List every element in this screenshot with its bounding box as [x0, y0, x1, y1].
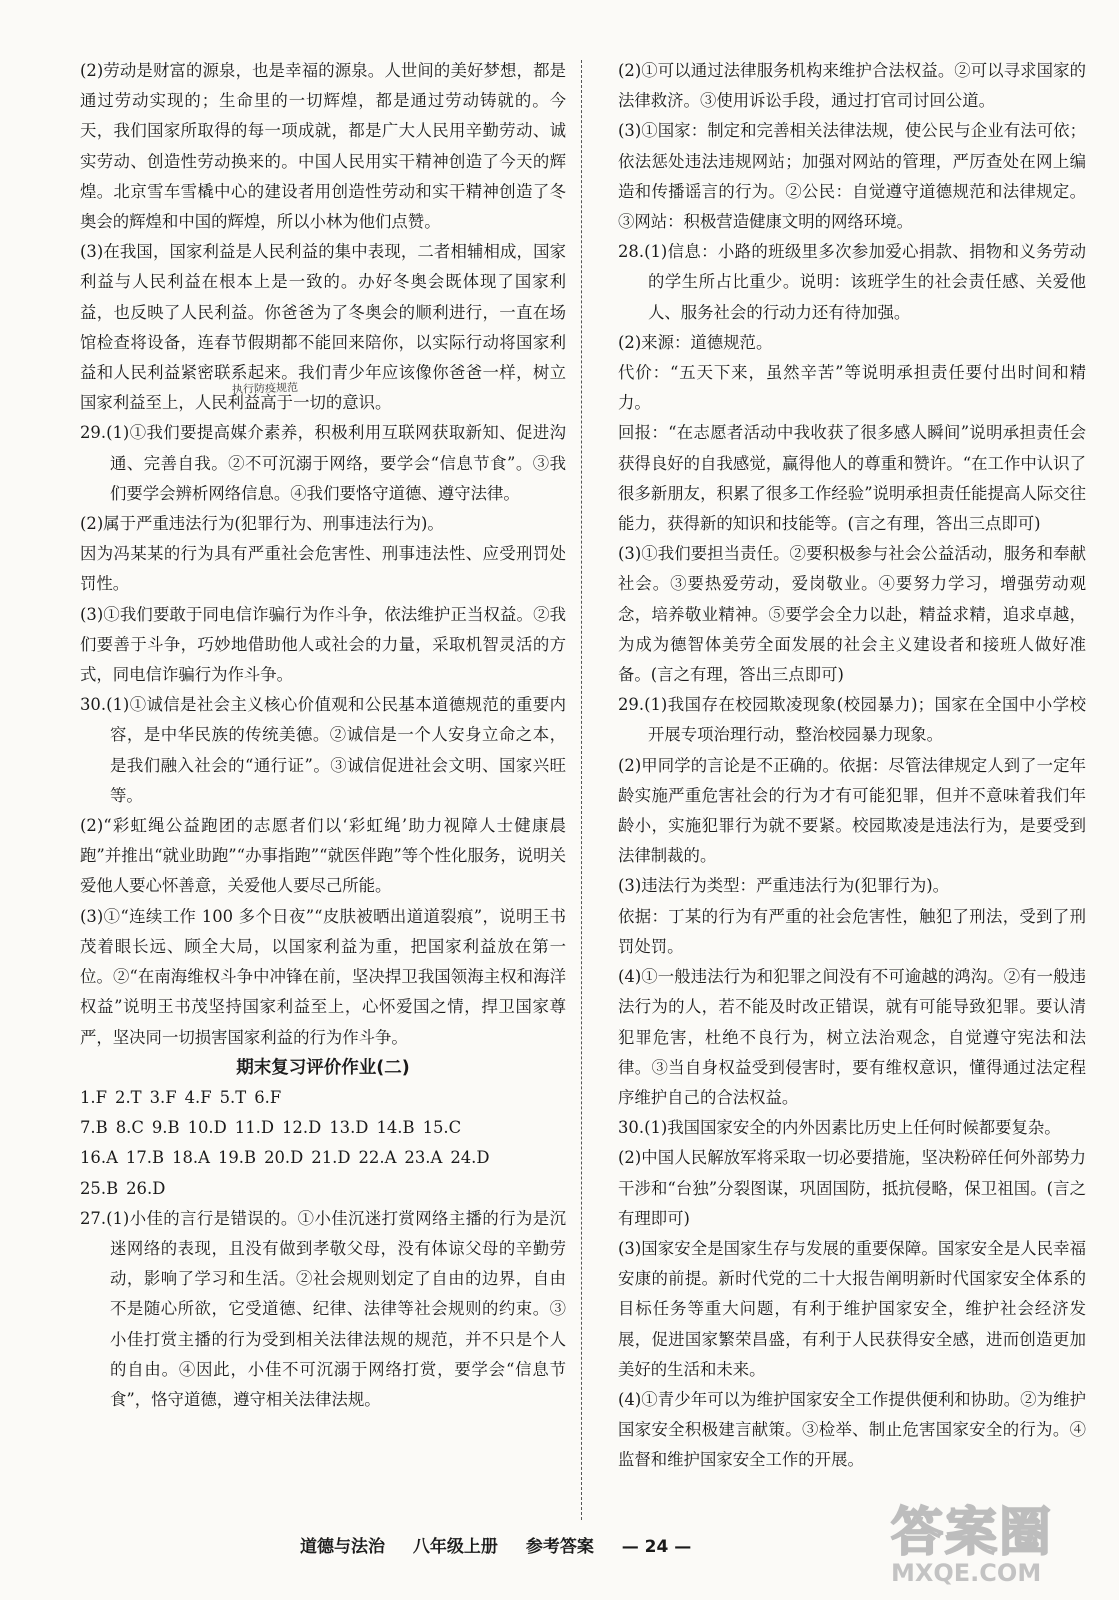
answer-paragraph: (3)违法行为类型：严重违法行为(犯罪行为)。	[618, 876, 950, 896]
choice-answer: 11.D	[234, 1118, 274, 1138]
footer-grade: 八年级上册	[412, 1537, 498, 1557]
watermark-logo	[891, 1490, 1091, 1590]
question-answer: 29.(1)①我们要提高媒介素养，积极利用互联网获取新知、促进沟通、完善自我。②不可沉溺于网络，要学会“信息节食”。③我们要学会辨析网络信息。④我们要恪守道德、遵守法律。	[80, 423, 566, 503]
choice-answer: 19.B	[217, 1148, 257, 1168]
question-answer: 27.(1)小佳的言行是错误的。①小佳沉迷打赏网络主播的行为是沉迷网络的表现，且没有做到孝敬父母，没有体谅父母的辛勤劳动，影响了学习和生活。②社会规则划定了自由的边界，自由不是随心所欲，它受道德、纪律、法律等社会规则的约束。③小佳打赏主播的行为受到相关法律法规的规范，并不只是个人的自由。④因此，小佳不可沉溺于网络打赏，要学会“信息节食”，恪守道德，遵守相关法律法规。	[80, 1208, 566, 1409]
choice-answer-row	[80, 1174, 566, 1204]
footer-subject: 道德与法治	[300, 1537, 385, 1557]
footer-label: 参考答案	[525, 1537, 594, 1557]
choice-answer: 7.B	[80, 1118, 108, 1138]
answer-paragraph: (3)①我们要敢于同电信诈骗行为作斗争，依法维护正当权益。②我们要善于斗争，巧妙地借助他人或社会的力量，采取机智灵活的方式，同电信诈骗行为作斗争。	[80, 604, 566, 685]
choice-answer: 10.D	[187, 1118, 227, 1138]
question-answer: 28.(1)信息：小路的班级里多次参加爱心捐款、捐物和义务劳动的学生所占比重少。说明：该班学生的社会责任感、关爱他人、服务社会的行动力还有待加强。	[618, 242, 1086, 322]
choice-answer: 20.D	[264, 1148, 304, 1168]
question-answer: 30.(1)①诚信是社会主义核心价值观和公民基本道德规范的重要内容，是中华民族的传统美德。②诚信是一个人安身立命之本，是我们融入社会的“通行证”。③诚信促进社会文明、国家兴旺等。	[80, 695, 566, 805]
answer-paragraph: 因为冯某某的行为具有严重社会危害性、刑事违法性、应受刑罚处罚性。	[80, 544, 566, 594]
answer-paragraph: (3)国家安全是国家生存与发展的重要保障。国家安全是人民幸福安康的前提。新时代党的二十大报告阐明新时代国家安全体系的目标任务等重大问题，有利于维护国家安全，维护社会经济发展，促进国家繁荣昌盛，有利于人民获得安全感，进而创造更加美好的生活和未来。	[618, 1238, 1086, 1379]
choice-answer: 14.B	[376, 1118, 415, 1138]
answer-paragraph: (3)①国家：制定和完善相关法律法规，使公民与企业有法可依；依法惩处违法违规网站；加强对网站的管理，严厉查处在网上编造和传播谣言的行为。②公民：自觉遵守道德规范和法律规定。③网站：积极营造健康文明的网络环境。	[618, 121, 1086, 232]
choice-answer: 12.D	[282, 1118, 322, 1138]
choice-answer: 8.C	[115, 1118, 144, 1138]
watermark-text: 答案圈	[891, 1503, 1054, 1563]
answer-paragraph: (3)①“连续工作 100 多个日夜”“皮肤被晒出道道裂痕”，说明王书茂着眼长远、顾全大局，以国家利益为重，把国家利益放在第一位。②“在南海维权斗争中冲锋在前，坚决捍卫我国领海主权和海洋权益”说明王书茂坚持国家利益至上，心怀爱国之情，捍卫国家尊严，坚决同一切损害国家利益的行为作斗争。	[80, 906, 566, 1047]
choice-answer: 23.A	[404, 1148, 443, 1168]
answer-paragraph: (2)中国人民解放军将采取一切必要措施，坚决粉碎任何外部势力干涉和“台独”分裂图谋，巩固国防，抵抗侵略，保卫祖国。(言之有理即可)	[618, 1148, 1086, 1228]
choice-answer-row	[80, 1083, 566, 1113]
left-column	[80, 56, 566, 1415]
choice-answer: 3.F	[149, 1087, 177, 1107]
page-footer	[300, 1532, 940, 1557]
choice-answer: 17.B	[125, 1148, 165, 1168]
choice-answer: 18.A	[172, 1148, 210, 1168]
question-answer: 29.(1)我国存在校园欺凌现象(校园暴力)；国家在全国中小学校开展专项治理行动，整治校园暴力现象。	[618, 695, 1086, 745]
choice-answer-row	[80, 1143, 566, 1173]
answer-paragraph: (4)①青少年可以为维护国家安全工作提供便利和协助。②为维护国家安全积极建言献策。③检举、制止危害国家安全的行为。④监督和维护国家安全工作的开展。	[618, 1389, 1086, 1470]
answer-paragraph: (2)“彩虹绳公益跑团的志愿者们以‘彩虹绳’助力视障人士健康晨跑”并推出“就业助跑”“办事指跑”“就医伴跑”等个性化服务，说明关爱他人要心怀善意，关爱他人要尽己所能。	[80, 816, 566, 896]
answer-paragraph: (3)在我国，国家利益是人民利益的集中表现，二者相辅相成，国家利益与人民利益在根本上是一致的。办好冬奥会既体现了国家利益，也反映了人民利益。你爸爸为了冬奥会的顺利进行，一直在场馆检查将设备，连春节假期都不能回来陪你，以实际行动将国家利益和人民利益紧密联系起来。我们青少年应该像你爸爸一样，树立国家利益至上，人民利益高于一切的意识。	[80, 242, 566, 413]
footer-page-number: — 24 —	[621, 1537, 692, 1557]
choice-answer-row	[80, 1113, 566, 1143]
answer-paragraph: (2)劳动是财富的源泉，也是幸福的源泉。人世间的美好梦想，都是通过劳动实现的；生命里的一切辉煌，都是通过劳动铸就的。今天，我们国家所取得的每一项成就，都是广大人民用辛勤劳动、诚实劳动、创造性劳动换来的。中国人民用实干精神创造了今天的辉煌。北京雪车雪橇中心的建设者用创造性劳动和实干精神创造了冬奥会的辉煌和中国的辉煌，所以小林为他们点赞。	[80, 61, 566, 232]
answer-paragraph: (2)属于严重违法行为(犯罪行为、刑事违法行为)。	[80, 514, 444, 534]
answer-paragraph: (4)①一般违法行为和犯罪之间没有不可逾越的鸿沟。②有一般违法行为的人，若不能及时改正错误，就有可能导致犯罪。要认清犯罪危害，杜绝不良行为，树立法治观念，自觉遵守宪法和法律。③当自身权益受到侵害时，要有维权意识，懂得通过法定程序维护自己的合法权益。	[618, 967, 1086, 1107]
answer-paragraph: 代价：“五天下来，虽然辛苦”等说明承担责任要付出时间和精力。	[618, 363, 1086, 413]
question-answer: 30.(1)我国国家安全的内外因素比历史上任何时候都要复杂。	[618, 1118, 1061, 1138]
answer-paragraph: (3)①我们要担当责任。②要积极参与社会公益活动，服务和奉献社会。③要热爱劳动，爱岗敬业。④要努力学习，增强劳动观念，培养敬业精神。⑤要学会全力以赴，精益求精，追求卓越，为成为德智体美劳全面发展的社会主义建设者和接班人做好准备。(言之有理，答出三点即可)	[618, 544, 1086, 685]
choice-answer: 9.B	[151, 1118, 180, 1138]
choice-answer: 13.D	[329, 1118, 369, 1138]
choice-answer: 24.D	[450, 1148, 490, 1168]
choice-answer: 15.C	[422, 1118, 462, 1138]
choice-answer: 1.F	[80, 1087, 108, 1107]
column-divider	[581, 60, 582, 1520]
choice-answer: 21.D	[311, 1148, 351, 1168]
right-column	[618, 56, 1086, 1476]
choice-answer: 5.T	[219, 1087, 247, 1107]
choice-answer: 16.A	[80, 1148, 118, 1168]
choice-answer: 2.T	[115, 1087, 142, 1107]
handwritten-note: 执行防疫规范	[231, 380, 299, 397]
choice-answer: 25.B	[80, 1178, 119, 1198]
answer-paragraph: (2)①可以通过法律服务机构来维护合法权益。②可以寻求国家的法律救济。③使用诉讼手段，通过打官司讨回公道。	[618, 61, 1086, 111]
answer-paragraph: 回报：“在志愿者活动中我收获了很多感人瞬间”说明承担责任会获得良好的自我感觉，赢得他人的尊重和赞许。“在工作中认识了很多新朋友，积累了很多工作经验”说明承担责任能提高人际交往能力，获得新的知识和技能等。(言之有理，答出三点即可)	[618, 423, 1086, 534]
answer-paragraph: 依据：丁某的行为有严重的社会危害性，触犯了刑法，受到了刑罚处罚。	[618, 906, 1086, 956]
answer-paragraph: (2)甲同学的言论是不正确的。依据：尽管法律规定人到了一定年龄实施严重危害社会的行为才有可能犯罪，但并不意味着我们年龄小，实施犯罪行为就不要紧。校园欺凌是违法行为，是要受到法律制裁的。	[618, 755, 1086, 866]
answer-paragraph: (2)来源：道德规范。	[618, 332, 773, 352]
choice-answer: 4.F	[184, 1087, 212, 1107]
watermark-url: MXQE.COM	[891, 1559, 1042, 1587]
choice-answer: 26.D	[126, 1178, 166, 1198]
choice-answer: 6.F	[254, 1087, 282, 1107]
choice-answer: 22.A	[358, 1148, 397, 1168]
section-title: 期末复习评价作业(二)	[236, 1057, 410, 1078]
